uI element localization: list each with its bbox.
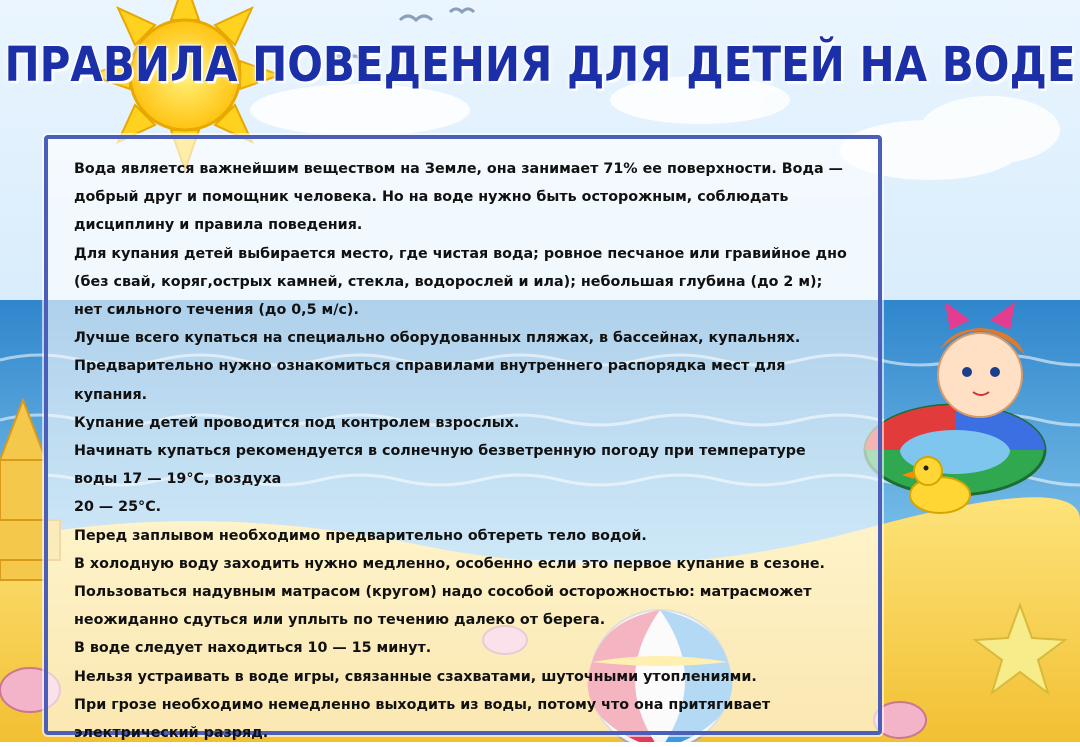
rule-item: Перед заплывом необходимо предварительно обтереть тело водой.: [74, 527, 647, 544]
rule-item: Нельзя устраивать в воде игры, связанные сзахватами, шуточными утоплениями.: [74, 668, 757, 685]
rule-item: В воде следует находиться 10 — 15 минут.: [74, 640, 432, 657]
rule-item: Купание детей проводится под контролем взрослых.: [74, 414, 520, 431]
page-title: ПРАВИЛА ПОВЕДЕНИЯ ДЛЯ ДЕТЕЙ НА ВОДЕ: [4, 36, 1076, 93]
rule-item: Лучше всего купаться на специально оборудованных пляжах, в бассейнах, купальнях. Предварительно нужно ознакомиться справилами внутреннего распорядка мест для купания.: [74, 330, 801, 403]
rules-text: [74, 155, 854, 747]
rule-item: Пользоваться надувным матрасом (кругом) надо сособой осторожностью: матрасможет неожиданно сдуться или уплыть по течению далеко от берега.: [74, 584, 812, 629]
rule-item: Начинать купаться рекомендуется в солнечную безветренную погоду при температуре воды 17 — 19°С, воздуха: [74, 443, 806, 488]
rule-item: В холодную воду заходить нужно медленно, особенно если это первое купание в сезоне.: [74, 555, 825, 572]
rule-item: Для купания детей выбирается место, где чистая вода; ровное песчаное или гравийное дно (без свай, коряг,острых камней, стекла, водорослей и ила); небольшая глубина (до 2 м); нет сильного течения (до 0,5 м/с).: [74, 245, 847, 319]
rules-panel: [44, 135, 882, 742]
rule-item: Вода является важнейшим веществом на Земле, она занимает 71% ее поверхности. Вода — добрый друг и помощник человека. Но на воде нужно быть осторожным, соблюдать дисциплину и правила поведения.: [74, 161, 843, 234]
rule-item: 20 — 25°С.: [74, 499, 162, 516]
rule-item: При грозе необходимо немедленно выходить из воды, потому что она притягивает электрический разряд.: [74, 696, 771, 742]
